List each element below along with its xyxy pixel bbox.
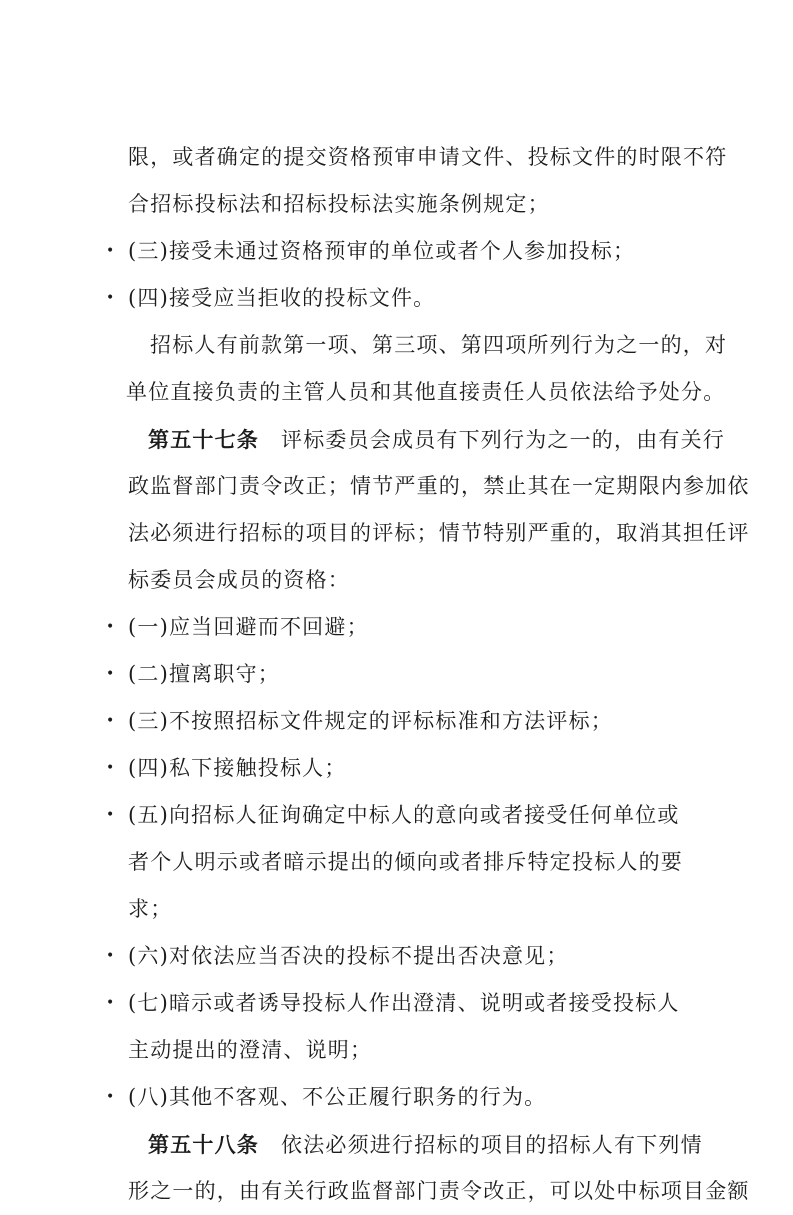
list-item-text: (三)不按照招标文件规定的评标标准和方法评标；	[128, 709, 613, 733]
bullet-icon: •	[106, 666, 116, 682]
article-57-text: 评标委员会成员有下列行为之一的，由有关行	[281, 428, 725, 452]
list-item-text: (五)向招标人征询确定中标人的意向或者接受任何单位或	[128, 803, 680, 827]
bullet-icon: •	[106, 1089, 116, 1105]
list-item	[106, 792, 698, 839]
list-item	[106, 275, 698, 322]
list-item-text: (八)其他不客观、不公正履行职务的行为。	[128, 1085, 547, 1109]
intro-line-2: 合招标投标法和招标投标法实施条例规定；	[128, 192, 550, 216]
paragraph-line: 法必须进行招标的项目的评标；情节特别严重的，取消其担任评	[128, 521, 750, 545]
list-item-text: (四)接受应当拒收的投标文件。	[128, 286, 436, 310]
list-item	[106, 604, 698, 651]
list-item-continuation: 求；	[128, 897, 173, 921]
list-item	[106, 228, 698, 275]
list-item	[106, 980, 698, 1027]
list-item-text: (二)擅离职守；	[128, 662, 280, 686]
bullet-icon: •	[106, 995, 116, 1011]
list-item-continuation: 主动提出的澄清、说明；	[128, 1038, 373, 1062]
bullet-icon: •	[106, 760, 116, 776]
list-item-text: (三)接受未通过资格预审的单位或者个人参加投标；	[128, 239, 636, 263]
document-body	[106, 134, 750, 1215]
intro-line-1: 限，或者确定的提交资格预审申请文件、投标文件的时限不符	[128, 145, 728, 169]
bullet-icon: •	[106, 619, 116, 635]
list-item-text: (四)私下接触投标人；	[128, 756, 347, 780]
article-57-heading: 第五十七条	[148, 427, 259, 452]
bullet-icon: •	[106, 948, 116, 964]
list-item	[106, 698, 698, 745]
bullet-icon: •	[106, 290, 116, 306]
bullet-icon: •	[106, 807, 116, 823]
bullet-icon: •	[106, 243, 116, 259]
list-item	[106, 745, 698, 792]
list-item-continuation: 者个人明示或者暗示提出的倾向或者排斥特定投标人的要	[128, 850, 683, 874]
article-58-first-line	[128, 1121, 703, 1168]
list-item	[106, 933, 698, 980]
paragraph-line: 标委员会成员的资格：	[128, 568, 350, 592]
list-item	[106, 651, 698, 698]
list-item-text: (七)暗示或者诱导投标人作出澄清、说明或者接受投标人	[128, 991, 680, 1015]
article-58-text: 依法必须进行招标的项目的招标人有下列情	[281, 1133, 703, 1157]
paragraph-line: 单位直接负责的主管人员和其他直接责任人员依法给予处分。	[126, 380, 726, 404]
article-58-heading: 第五十八条	[148, 1132, 259, 1157]
article-57-first-line	[128, 416, 725, 463]
list-item	[106, 1074, 698, 1121]
paragraph-line: 招标人有前款第一项、第三项、第四项所列行为之一的，对	[150, 333, 728, 357]
list-item-text: (六)对依法应当否决的投标不提出否决意见；	[128, 944, 569, 968]
bullet-icon: •	[106, 713, 116, 729]
list-item-text: (一)应当回避而不回避；	[128, 615, 369, 639]
paragraph-line: 政监督部门责令改正；情节严重的，禁止其在一定期限内参加依	[128, 474, 750, 498]
paragraph-line: 形之一的，由有关行政监督部门责令改正，可以处中标项目金额	[128, 1179, 750, 1203]
